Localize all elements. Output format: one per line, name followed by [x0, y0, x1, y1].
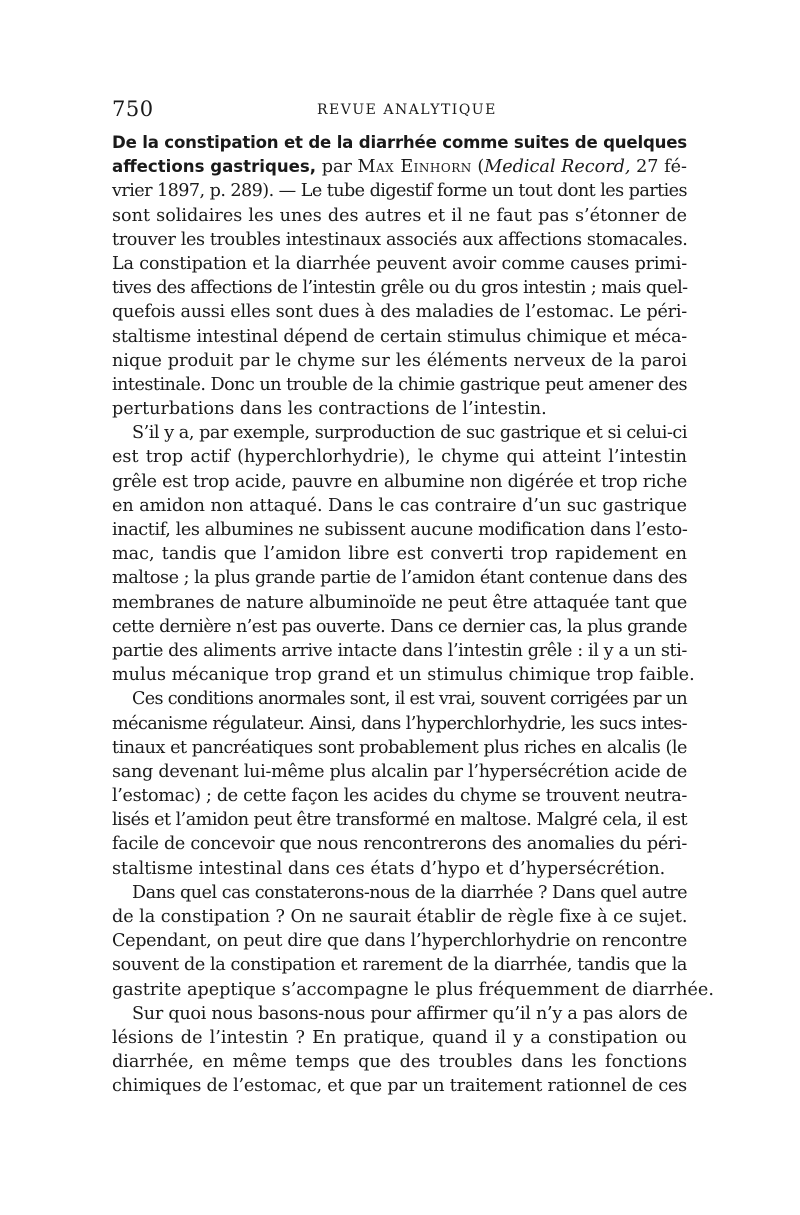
line-text: inactif, les albumines ne subissent aucune modification dans l’esto-: [112, 520, 688, 540]
line-text: tinaux et pancréatiques sont probablement plus riches en alcalis (le: [112, 737, 687, 758]
line-text: nique produit par le chyme sur les éléments nerveux de la paroi: [112, 350, 687, 371]
line-text: Ces conditions anormales sont, il est vrai, souvent corrigées par un: [132, 689, 687, 710]
citation-date: 27 fé-: [636, 157, 687, 178]
journal-title: REVUE ANALYTIQUE: [317, 102, 497, 118]
line-text: tives des affections de l’intestin grêle ou du gros intestin ; mais quel-: [112, 278, 688, 299]
text-line: [112, 905, 687, 929]
text-line: [112, 832, 687, 856]
text-line: [112, 615, 687, 639]
running-head: [112, 97, 702, 123]
text-line: [112, 808, 687, 832]
line-text: La constipation et la diarrhée peuvent avoir comme causes primi-: [112, 253, 687, 274]
text-line: [112, 687, 687, 711]
text-line: [112, 736, 687, 760]
text-line: [112, 591, 687, 615]
text-line: [112, 397, 687, 421]
page-number: 750: [112, 97, 154, 121]
text-line: [112, 1002, 687, 1026]
line-text: grêle est trop acide, pauvre en albumine non digérée et trop riche: [112, 471, 688, 492]
line-text: mécanisme régulateur. Ainsi, dans l’hyperchlorhydrie, les sucs intes-: [112, 713, 687, 734]
text-line: [112, 204, 687, 228]
author-prefix: par: [321, 157, 352, 178]
line-text: l’estomac) ; de cette façon les acides du chyme se trouvent neutra-: [112, 786, 687, 807]
text-line: [112, 421, 687, 445]
text-line: [112, 566, 687, 590]
line-text: quefois aussi elles sont dues à des maladies de l’estomac. Le péri-: [112, 302, 687, 323]
text-line: [112, 542, 687, 566]
text-line: [112, 349, 687, 373]
line-text: lisés et l’amidon peut être transformé en maltose. Malgré cela, il est: [112, 810, 687, 831]
text-line: [112, 325, 687, 349]
text-line: [112, 857, 687, 881]
line-text: partie des aliments arrive intacte dans l’intestin grêle : il y a un sti-: [112, 640, 687, 661]
citation-continuation: vrier 1897, p. 289). — Le tube digestif forme un tout dont les parties: [112, 181, 687, 202]
text-line: [112, 712, 687, 736]
line-text: sont solidaires les unes des autres et il ne faut pas s’étonner de: [112, 205, 687, 226]
line-text: souvent de la constipation et rarement de la diarrhée, tandis que la: [112, 955, 687, 976]
line-text: cette dernière n’est pas ouverte. Dans ce dernier cas, la plus grande: [112, 616, 687, 637]
line-text: Cependant, on peut dire que dans l’hyperchlorhydrie on rencontre: [112, 931, 687, 952]
article-title-cont: affections gastriques,: [112, 157, 317, 177]
text-line: [112, 639, 687, 663]
paragraph: [112, 421, 695, 687]
text-line: [112, 373, 687, 397]
text-line: [112, 1050, 687, 1074]
article-title: De la constipation et de la diarrhée comme suites de quelques: [112, 133, 687, 152]
line-text: membranes de nature albuminoïde ne peut être attaquée tant que: [112, 592, 687, 613]
line-text: de la constipation ? On ne saurait établir de règle fixe à ce sujet.: [112, 907, 688, 927]
text-line: [112, 518, 687, 542]
paragraph: [112, 1002, 687, 1099]
line-text: Dans quel cas constaterons-nous de la diarrhée ? Dans quel autre: [132, 882, 687, 903]
text-line: [112, 881, 687, 905]
article-title-line: [112, 155, 687, 179]
article-body: [112, 131, 714, 1099]
text-line: [112, 953, 687, 977]
line-text: S’il y a, par exemple, surproduction de suc gastrique et si celui-ci: [132, 423, 687, 444]
line-text: maltose ; la plus grande partie de l’amidon étant contenue dans des: [112, 568, 687, 589]
line-text: lésions de l’intestin ? En pratique, quand il y a constipation ou: [112, 1027, 687, 1048]
line-text: intestinale. Donc un trouble de la chimie gastrique peut amener des: [112, 374, 687, 395]
article-title-line: [112, 131, 687, 155]
line-text: staltisme intestinal dans ces états d’hypo et d’hypersécrétion.: [112, 858, 666, 879]
line-text: perturbations dans les contractions de l’intestin.: [112, 399, 547, 420]
text-line: [112, 663, 695, 687]
line-text: chimiques de l’estomac, et que par un traitement rationnel de ces: [112, 1076, 687, 1097]
text-line: [112, 228, 687, 252]
line-text: mulus mécanique trop grand et un stimulus chimique trop faible.: [112, 665, 695, 686]
paragraph: [112, 687, 687, 881]
text-line: [112, 1074, 687, 1098]
line-text: facile de concevoir que nous rencontrerons des anomalies du péri-: [112, 834, 687, 855]
line-text: Sur quoi nous basons-nous pour affirmer qu’il n’y a pas alors de: [132, 1003, 688, 1024]
paragraph: [112, 881, 714, 1002]
citation-journal: Medical Record,: [484, 157, 631, 178]
citation-paren: (: [477, 157, 485, 178]
text-line: [112, 929, 687, 953]
line-text: est trop actif (hyperchlorhydrie), le chyme qui atteint l’intestin: [112, 447, 687, 468]
line-text: gastrite apeptique s’accompagne le plus fréquemment de diarrhée.: [112, 979, 714, 1000]
text-line: [112, 760, 687, 784]
text-line: [112, 784, 687, 808]
text-line: [112, 252, 687, 276]
citation-journal-wrap: [477, 155, 630, 179]
author-name: Max Einhorn: [357, 157, 472, 178]
text-line: [112, 494, 687, 518]
line-text: trouver les troubles intestinaux associés aux affections stomacales.: [112, 229, 688, 250]
citation-line: [112, 179, 687, 203]
text-line: [112, 1026, 687, 1050]
paragraph: [112, 204, 687, 422]
line-text: mac, tandis que l’amidon libre est converti trop rapidement en: [112, 544, 687, 565]
line-text: sang devenant lui-même plus alcalin par l’hypersécrétion acide de: [112, 761, 687, 782]
text-line: [112, 276, 687, 300]
line-text: en amidon non attaqué. Dans le cas contraire d’un suc gastrique: [112, 495, 687, 516]
line-text: staltisme intestinal dépend de certain stimulus chimique et méca-: [112, 326, 687, 347]
text-line: [112, 470, 687, 494]
text-line: [112, 300, 687, 324]
line-text: diarrhée, en même temps que des troubles dans les fonctions: [112, 1052, 687, 1073]
text-line: [112, 445, 687, 469]
text-line: [112, 978, 714, 1002]
